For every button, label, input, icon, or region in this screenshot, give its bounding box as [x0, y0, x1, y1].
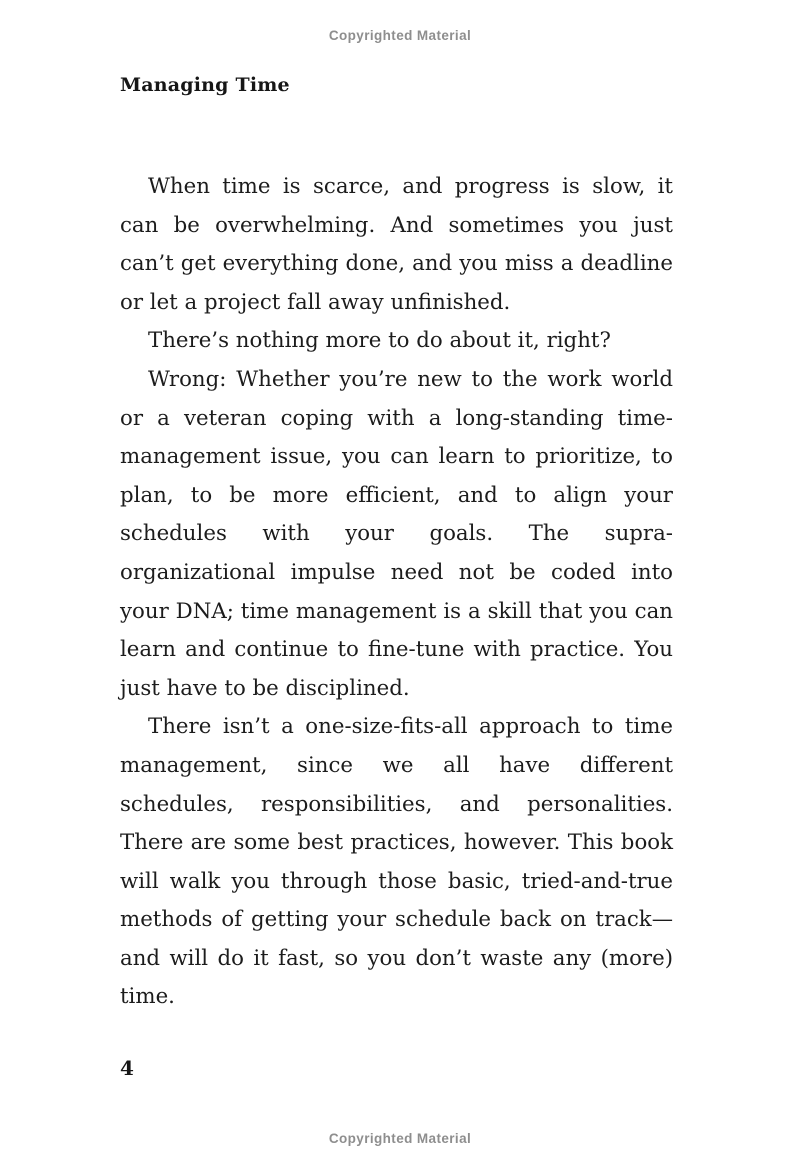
paragraph: When time is scarce, and progress is slow, it can be overwhelming. And sometimes you just can’t get everything done, and you miss a deadline or let a project fall away unfinished.: [120, 174, 673, 315]
paragraph: Wrong: Whether you’re new to the work world or a veteran coping with a long-standing time-management issue, you can learn to prioritize, to plan, to be more efficient, and to align your schedules with your goals. The supra-organizational impulse need not be coded into your DNA; time management is a skill that you can learn and continue to fine-tune with practice. You just have to be disciplined.: [120, 366, 673, 701]
copyright-watermark-bottom: Copyrighted Material: [328, 1131, 472, 1146]
page-number: 4: [120, 1056, 134, 1080]
body-text-block: [120, 168, 673, 1017]
running-header-title: Managing Time: [120, 74, 290, 96]
paragraph: There’s nothing more to do about it, right?: [148, 328, 611, 354]
copyright-watermark-top: Copyrighted Material: [328, 28, 472, 43]
paragraph: There isn’t a one-size-fits-all approach to time management, since we all have different schedules, responsibilities, and personalities. There are some best practices, however. This book will walk you through those basic, tried-and-true methods of getting your schedule back on track—and will do it fast, so you don’t waste any (more) time.: [120, 714, 673, 1010]
